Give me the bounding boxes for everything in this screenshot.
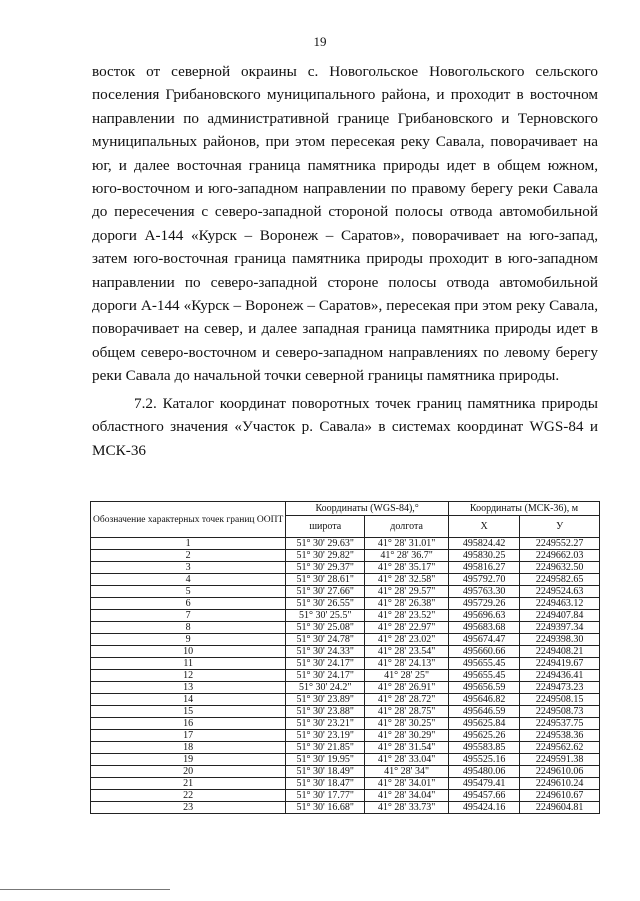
point-number-cell: 4 [91,574,286,586]
longitude-cell: 41° 28' 28.72" [365,694,449,706]
longitude-cell: 41° 28' 28.75" [365,706,449,718]
subheader-longitude: долгота [365,516,449,538]
latitude-cell: 51° 30' 23.19" [286,730,365,742]
latitude-cell: 51° 30' 24.17" [286,670,365,682]
point-number-cell: 6 [91,598,286,610]
point-number-cell: 1 [91,538,286,550]
longitude-cell: 41° 28' 33.04" [365,754,449,766]
point-number-cell: 21 [91,778,286,790]
table-row [91,790,600,802]
longitude-cell: 41° 28' 33.73" [365,802,449,814]
point-number-cell: 5 [91,586,286,598]
x-cell: 495729.26 [449,598,520,610]
header-msk36: Координаты (МСК-36), м [449,502,600,516]
x-cell: 495763.30 [449,586,520,598]
latitude-cell: 51° 30' 18.49" [286,766,365,778]
table-row [91,610,600,622]
document-body [92,60,598,462]
longitude-cell: 41° 28' 34.04" [365,790,449,802]
latitude-cell: 51° 30' 23.88" [286,706,365,718]
latitude-cell: 51° 30' 24.33" [286,646,365,658]
table-row [91,658,600,670]
table-row [91,622,600,634]
point-number-cell: 7 [91,610,286,622]
y-cell: 2249537.75 [520,718,600,730]
x-cell: 495696.63 [449,610,520,622]
longitude-cell: 41° 28' 30.25" [365,718,449,730]
table-row [91,694,600,706]
y-cell: 2249591.38 [520,754,600,766]
x-cell: 495656.59 [449,682,520,694]
longitude-cell: 41° 28' 26.38" [365,598,449,610]
longitude-cell: 41° 28' 36.7" [365,550,449,562]
y-cell: 2249610.24 [520,778,600,790]
y-cell: 2249508.73 [520,706,600,718]
subheader-latitude: широта [286,516,365,538]
footnote-divider [0,889,170,890]
point-number-cell: 20 [91,766,286,778]
y-cell: 2249407.84 [520,610,600,622]
longitude-cell: 41° 28' 29.57" [365,586,449,598]
latitude-cell: 51° 30' 29.63" [286,538,365,550]
latitude-cell: 51° 30' 25.5" [286,610,365,622]
latitude-cell: 51° 30' 29.82" [286,550,365,562]
point-number-cell: 22 [91,790,286,802]
point-number-cell: 11 [91,658,286,670]
table-row [91,670,600,682]
table-row [91,730,600,742]
y-cell: 2249524.63 [520,586,600,598]
x-cell: 495646.59 [449,706,520,718]
latitude-cell: 51° 30' 18.47" [286,778,365,790]
y-cell: 2249436.41 [520,670,600,682]
y-cell: 2249398.30 [520,634,600,646]
point-number-cell: 12 [91,670,286,682]
y-cell: 2249610.67 [520,790,600,802]
header-wgs84: Координаты (WGS-84),° [286,502,449,516]
longitude-cell: 41° 28' 25" [365,670,449,682]
point-number-cell: 3 [91,562,286,574]
x-cell: 495655.45 [449,658,520,670]
x-cell: 495479.41 [449,778,520,790]
y-cell: 2249582.65 [520,574,600,586]
longitude-cell: 41° 28' 34.01" [365,778,449,790]
longitude-cell: 41° 28' 31.01" [365,538,449,550]
table-row [91,778,600,790]
longitude-cell: 41° 28' 23.52" [365,610,449,622]
longitude-cell: 41° 28' 34" [365,766,449,778]
point-number-cell: 19 [91,754,286,766]
longitude-cell: 41° 28' 32.58" [365,574,449,586]
table-row [91,598,600,610]
x-cell: 495792.70 [449,574,520,586]
x-cell: 495525.16 [449,754,520,766]
x-cell: 495625.84 [449,718,520,730]
longitude-cell: 41° 28' 35.17" [365,562,449,574]
longitude-cell: 41° 28' 22.97" [365,622,449,634]
longitude-cell: 41° 28' 24.13" [365,658,449,670]
y-cell: 2249397.34 [520,622,600,634]
latitude-cell: 51° 30' 23.89" [286,694,365,706]
x-cell: 495480.06 [449,766,520,778]
table-row [91,646,600,658]
boundary-description-paragraph: восток от северной окраины с. Новогольское Новогольского сельского поселения Грибановского муниципального района, и проходит в восточном направлении по административной границе Грибановского и Терновского муниципальных районов, при этом пересекая реку Савала, поворачивает на юг, и далее восточная граница памятника природы идет в общем южном, юго-восточном и юго-западном направлении по правому берегу реки Савала до пересечения с северо-западной стороной полосы отвода автомобильной дороги А-144 «Курск – Воронеж – Саратов», поворачивает на юго-запад, затем юго-восточная граница памятника природы проходит в юго-западном направлении по северо-западной стороне полосы отвода автомобильной дороги А-144 «Курск – Воронеж – Саратов», пересекая при этом реку Савала, поворачивает на север, и далее западная граница памятника природы идет в общем северо-восточном и северо-западном направлениях по левому берегу реки Савала до начальной точки северной границы памятника природы. [92,63,598,385]
latitude-cell: 51° 30' 27.66" [286,586,365,598]
y-cell: 2249610.06 [520,766,600,778]
table-row [91,766,600,778]
header-designation: Обозначение характерных точек границ ООПТ [91,502,286,538]
table-row [91,742,600,754]
table-row [91,574,600,586]
x-cell: 495674.47 [449,634,520,646]
x-cell: 495816.27 [449,562,520,574]
point-number-cell: 16 [91,718,286,730]
section-7-2-heading-paragraph: 7.2. Каталог координат поворотных точек границ памятника природы областного значения «Участок р. Савала» в системах координат WGS-84 и МСК-36 [92,394,598,459]
x-cell: 495683.68 [449,622,520,634]
y-cell: 2249632.50 [520,562,600,574]
x-cell: 495457.66 [449,790,520,802]
point-number-cell: 15 [91,706,286,718]
point-number-cell: 23 [91,802,286,814]
latitude-cell: 51° 30' 19.95" [286,754,365,766]
latitude-cell: 51° 30' 24.78" [286,634,365,646]
table-row [91,802,600,814]
x-cell: 495660.66 [449,646,520,658]
point-number-cell: 14 [91,694,286,706]
x-cell: 495830.25 [449,550,520,562]
x-cell: 495655.45 [449,670,520,682]
point-number-cell: 8 [91,622,286,634]
table-row [91,586,600,598]
point-number-cell: 9 [91,634,286,646]
y-cell: 2249419.67 [520,658,600,670]
table-row [91,706,600,718]
point-number-cell: 2 [91,550,286,562]
y-cell: 2249562.62 [520,742,600,754]
latitude-cell: 51° 30' 25.08" [286,622,365,634]
subheader-y: У [520,516,600,538]
point-number-cell: 13 [91,682,286,694]
x-cell: 495424.16 [449,802,520,814]
coordinates-table-body [91,538,600,814]
longitude-cell: 41° 28' 31.54" [365,742,449,754]
latitude-cell: 51° 30' 29.37" [286,562,365,574]
y-cell: 2249508.15 [520,694,600,706]
x-cell: 495583.85 [449,742,520,754]
y-cell: 2249538.36 [520,730,600,742]
point-number-cell: 17 [91,730,286,742]
point-number-cell: 18 [91,742,286,754]
y-cell: 2249473.23 [520,682,600,694]
longitude-cell: 41° 28' 23.54" [365,646,449,658]
latitude-cell: 51° 30' 26.55" [286,598,365,610]
y-cell: 2249604.81 [520,802,600,814]
y-cell: 2249662.03 [520,550,600,562]
longitude-cell: 41° 28' 30.29" [365,730,449,742]
table-row [91,550,600,562]
latitude-cell: 51° 30' 21.85" [286,742,365,754]
latitude-cell: 51° 30' 24.2" [286,682,365,694]
point-number-cell: 10 [91,646,286,658]
table-row [91,538,600,550]
x-cell: 495824.42 [449,538,520,550]
table-row [91,634,600,646]
y-cell: 2249408.21 [520,646,600,658]
y-cell: 2249463.12 [520,598,600,610]
x-cell: 495625.26 [449,730,520,742]
table-row [91,682,600,694]
subheader-x: X [449,516,520,538]
longitude-cell: 41° 28' 23.02" [365,634,449,646]
latitude-cell: 51° 30' 28.61" [286,574,365,586]
page-number: 19 [313,34,327,49]
coordinates-table [90,501,600,814]
longitude-cell: 41° 28' 26.91" [365,682,449,694]
x-cell: 495646.82 [449,694,520,706]
latitude-cell: 51° 30' 23.21" [286,718,365,730]
table-row [91,562,600,574]
y-cell: 2249552.27 [520,538,600,550]
table-row [91,754,600,766]
latitude-cell: 51° 30' 16.68" [286,802,365,814]
table-row [91,718,600,730]
latitude-cell: 51° 30' 24.17" [286,658,365,670]
latitude-cell: 51° 30' 17.77" [286,790,365,802]
